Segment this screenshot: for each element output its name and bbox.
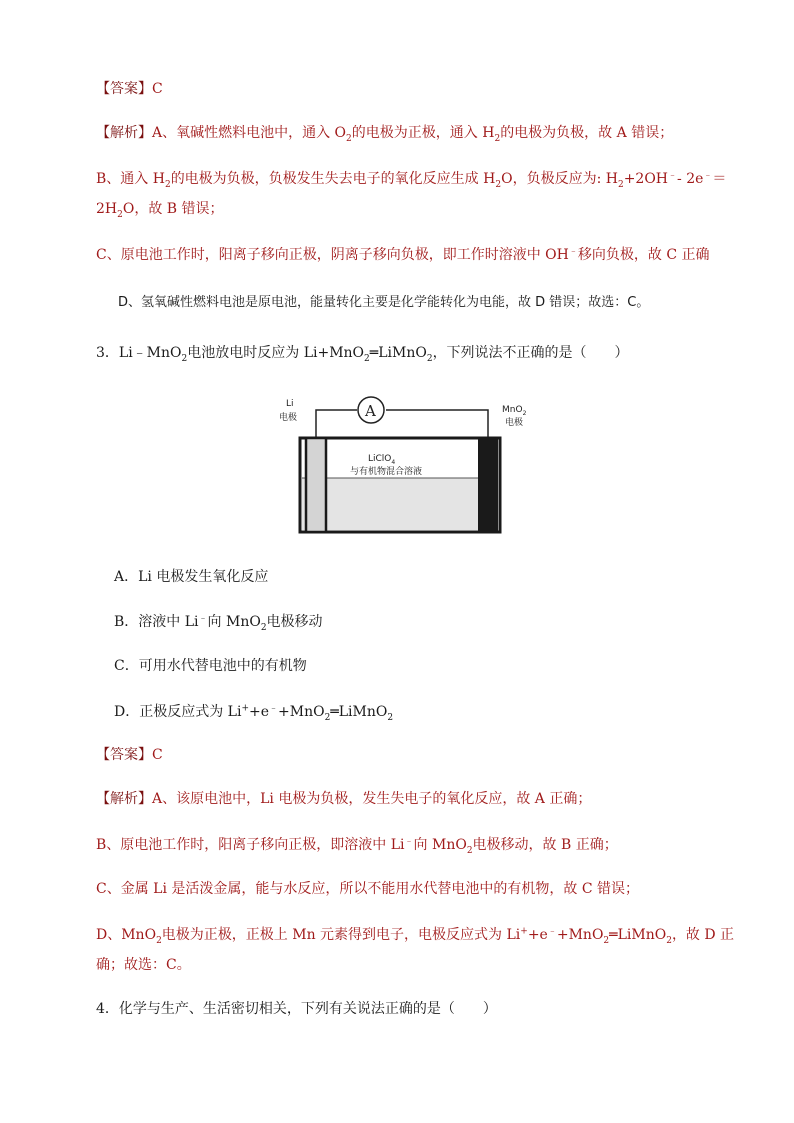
- superscript: +: [520, 926, 528, 937]
- analysis-label: 【解析】: [96, 125, 152, 141]
- analysis-label: 【解析】: [96, 791, 152, 807]
- text: O，负极反应为: H: [501, 171, 618, 187]
- analysis-line-a: [96, 124, 673, 142]
- text: 向 MnO: [413, 837, 467, 853]
- text: ，下列说法不正确的是（ ）: [432, 345, 629, 361]
- text: +MnO: [278, 704, 325, 720]
- text: D．正极反应式为 Li: [114, 704, 242, 720]
- subscript: 2: [494, 133, 501, 144]
- analysis-q3-line-d: [96, 926, 734, 944]
- superscript: ﹣: [404, 836, 414, 847]
- text: ，故 D 正: [671, 927, 735, 943]
- solution-desc: 与有机物混合溶液: [350, 467, 423, 477]
- subscript: 2: [603, 935, 610, 946]
- text: +e: [249, 704, 270, 720]
- analysis-line-b2: [96, 200, 224, 218]
- question-4-stem: 4．化学与生产、生活密切相关，下列有关说法正确的是（ ）: [96, 1001, 497, 1017]
- li-electrode: [306, 438, 326, 532]
- text: C、原电池工作时，阳离子移向正极，阴离子移向负极，即工作时溶液中 OH: [96, 247, 569, 263]
- superscript: ﹣: [568, 246, 578, 257]
- battery-diagram: [276, 390, 538, 538]
- text: 的电极为负极，故 A 错误；: [500, 125, 674, 141]
- subscript: 2: [181, 353, 188, 364]
- solution-label: LiClO$_4$: [368, 454, 396, 466]
- question-3-stem: [96, 344, 629, 362]
- text: 向 MnO: [207, 614, 261, 630]
- text: D、MnO: [96, 927, 157, 943]
- text: A、该原电池中，Li 电极为负极，发生失电子的氧化反应，故 A 正确；: [152, 791, 592, 807]
- answer-label: 【答案】: [96, 747, 152, 763]
- text: +2OH: [623, 171, 669, 187]
- text: 移向负极，故 C 正确: [577, 247, 710, 263]
- analysis-q3-line-a: [96, 790, 591, 808]
- subscript: 2: [117, 209, 123, 220]
- option-b: [114, 613, 323, 631]
- text: B．溶液中 Li: [114, 614, 199, 630]
- text: 电池放电时反应为 Li+MnO: [187, 345, 365, 361]
- mno2-electrode: [478, 438, 498, 532]
- analysis-line-c: [96, 246, 710, 264]
- analysis-line-d: D、氢氧碱性燃料电池是原电池，能量转化主要是化学能转化为电能，故 D 错误；故选：C。: [118, 295, 650, 310]
- li-electrode-label: 电极: [279, 413, 298, 423]
- superscript: ﹣: [703, 170, 713, 181]
- subscript: 2: [164, 179, 171, 190]
- li-label: Li: [286, 399, 294, 409]
- text: 3．Li﹣MnO: [96, 345, 182, 361]
- text: B、通入 H: [96, 171, 165, 187]
- text: 的电极为正极，通入 H: [351, 125, 495, 141]
- option-d: [114, 703, 393, 721]
- subscript: 2: [156, 935, 162, 946]
- answer-line-q3: [96, 746, 163, 764]
- answer-value: C: [152, 81, 163, 97]
- superscript: ﹣: [269, 703, 279, 714]
- subscript: 2: [666, 935, 672, 946]
- right-wire: [386, 410, 488, 438]
- text: O，故 B 错误；: [122, 201, 224, 217]
- text: 2H: [96, 201, 118, 217]
- text: ═LiMnO: [609, 927, 667, 943]
- analysis-line-b: [96, 170, 726, 188]
- text: +e: [527, 927, 548, 943]
- option-c: C．可用水代替电池中的有机物: [114, 658, 307, 674]
- superscript: ﹣: [547, 926, 557, 937]
- subscript: 2: [466, 845, 473, 856]
- text: 的电极为负极，负极发生失去电子的氧化反应生成 H: [170, 171, 496, 187]
- superscript: ﹣: [668, 170, 678, 181]
- analysis-q3-line-b: [96, 836, 618, 854]
- text: - 2e: [677, 171, 704, 187]
- subscript: 2: [364, 353, 370, 364]
- left-wire: [316, 410, 357, 438]
- subscript: 2: [387, 712, 394, 723]
- analysis-q3-line-d2: 确；故选：C。: [96, 957, 191, 973]
- subscript: 2: [495, 179, 502, 190]
- text: 电极为正极，正极上 Mn 元素得到电子，电极反应式为 Li: [161, 927, 521, 943]
- subscript: 2: [617, 179, 624, 190]
- text: +MnO: [556, 927, 604, 943]
- text: 电极移动: [266, 614, 323, 630]
- text: A、氧碱性燃料电池中，通入 O: [152, 125, 347, 141]
- text: ＝: [712, 171, 727, 187]
- text: ═LiMnO: [369, 345, 427, 361]
- mno2-electrode-label: 电极: [505, 418, 524, 428]
- mno2-label: MnO$_2$: [502, 405, 527, 417]
- text: B、原电池工作时，阳离子移向正极，即溶液中 Li: [96, 837, 405, 853]
- ammeter-label: A: [365, 402, 376, 420]
- answer-label: 【答案】: [96, 81, 152, 97]
- text: 电极移动，故 B 正确；: [472, 837, 618, 853]
- electrolyte-liquid: [302, 478, 498, 530]
- subscript: 2: [346, 133, 352, 144]
- superscript: ﹣: [198, 613, 208, 624]
- subscript: 2: [324, 712, 331, 723]
- text: ═LiMnO: [330, 704, 388, 720]
- subscript: 2: [426, 353, 433, 364]
- answer-value: C: [152, 747, 163, 763]
- subscript: 2: [260, 622, 267, 633]
- answer-line: [96, 80, 163, 98]
- superscript: +: [241, 703, 249, 714]
- option-a: A．Li 电极发生氧化反应: [114, 569, 269, 585]
- analysis-q3-line-c: C、金属 Li 是活泼金属，能与水反应，所以不能用水代替电池中的有机物，故 C 错误；: [96, 881, 639, 897]
